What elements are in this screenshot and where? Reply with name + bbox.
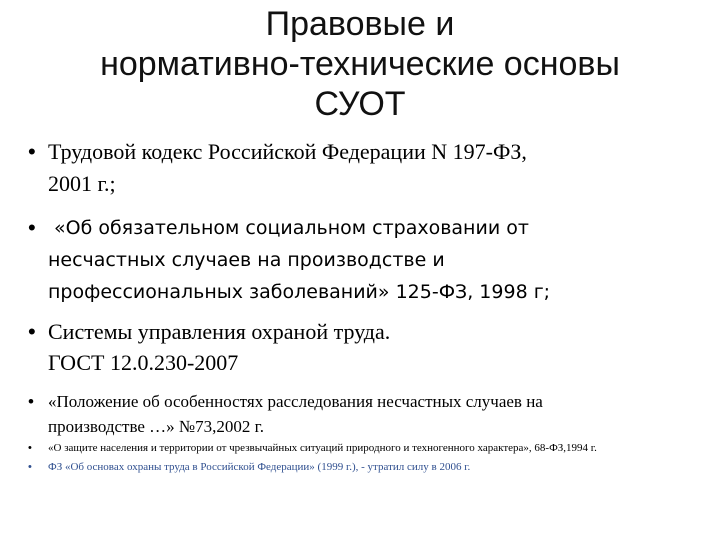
list-item [28, 389, 688, 439]
item-line: Трудовой кодекс Российской Федерации N 197-ФЗ, [48, 139, 527, 164]
bullet-icon: • [28, 442, 32, 454]
title-line-2: нормативно-технические основы [100, 45, 620, 83]
list-item [28, 459, 688, 475]
bullet-icon: • [28, 461, 32, 473]
item-line: «О защите населения и территории от чрезвычайных ситуаций природного и техногенного характера», 68-ФЗ,1994 г. [48, 442, 597, 454]
bullet-icon: • [28, 215, 36, 240]
item-line: «Положение об особенностях расследования несчастных случаев на [48, 392, 543, 411]
bullet-icon: • [28, 392, 34, 411]
bullet-icon: • [28, 139, 36, 164]
item-line: ФЗ «Об основах охраны труда в Российской Федерации» (1999 г.), - утратил силу в 2006 г. [48, 461, 471, 473]
bullet-icon: • [28, 319, 36, 344]
item-line: ГОСТ 12.0.230-2007 [48, 350, 239, 375]
title-line-3: СУОТ [314, 85, 406, 123]
item-line: производстве …» №73,2002 г. [48, 417, 264, 436]
list-item [28, 440, 688, 456]
list-item [28, 316, 688, 378]
item-line: несчастных случаев на производстве и [48, 249, 445, 271]
list-item [28, 136, 688, 200]
item-line: профессиональных заболеваний» 125-ФЗ, 1998 г; [48, 281, 551, 303]
item-line: «Об обязательном социальном страховании от [54, 217, 529, 239]
item-line: Системы управления охраной труда. [48, 319, 391, 344]
item-line: 2001 г.; [48, 171, 116, 196]
list-item [28, 212, 688, 308]
title-line-1: Правовые и [265, 5, 455, 43]
